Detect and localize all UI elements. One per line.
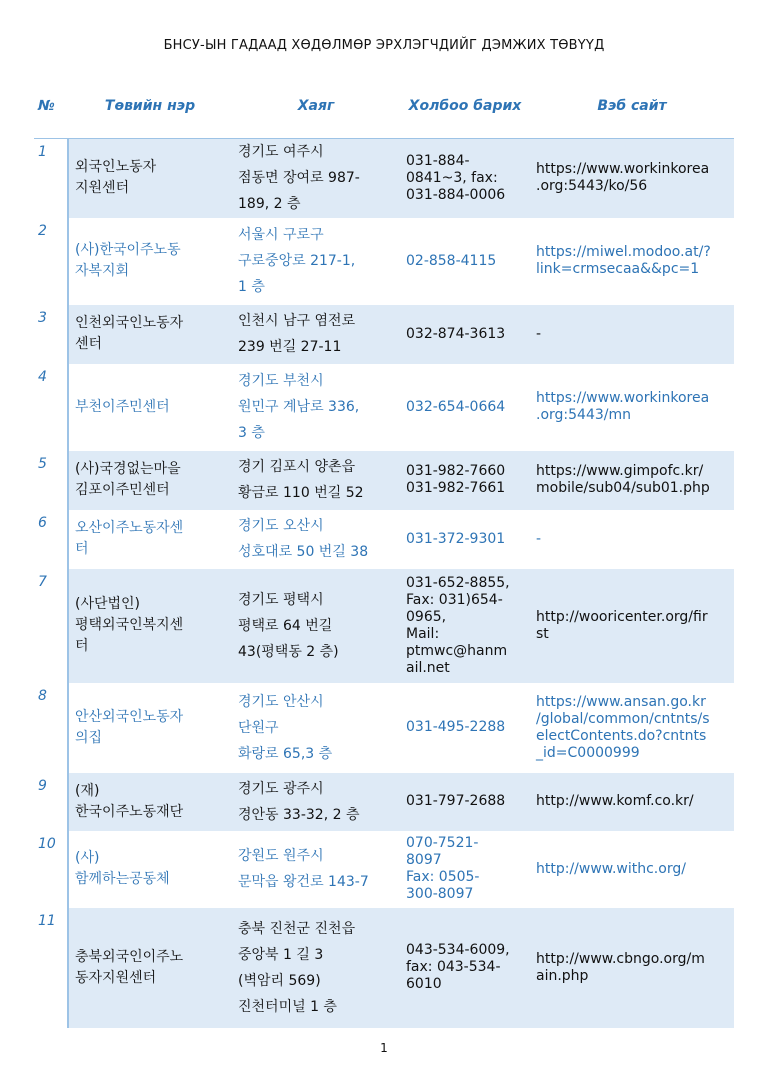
center-address-line: 경안동 33-32, 2 층 bbox=[238, 806, 360, 823]
center-website-line: https://www.workinkorea bbox=[536, 390, 710, 406]
center-contact-line: 031-372-9301 bbox=[406, 530, 506, 547]
table-row bbox=[34, 451, 734, 510]
center-address-line: 원민구 계남로 336, bbox=[238, 399, 360, 415]
center-name bbox=[68, 908, 232, 1028]
center-address-line: 서울시 구로구 bbox=[238, 227, 324, 243]
center-name-line: 동자지원센터 bbox=[75, 969, 157, 986]
center-website bbox=[530, 139, 734, 218]
table-row bbox=[34, 908, 734, 1028]
center-contact bbox=[400, 831, 530, 908]
center-website-line: http://wooricenter.org/fir bbox=[536, 608, 708, 625]
center-address-line: 강원도 원주시 bbox=[238, 848, 324, 864]
center-address-line: 경기도 부천시 bbox=[238, 373, 324, 389]
header-website: Вэб сайт bbox=[530, 96, 734, 139]
center-name-line: 한국이주노동재단 bbox=[75, 803, 184, 820]
center-contact-line: 0965, bbox=[406, 608, 447, 625]
table-row bbox=[34, 218, 734, 305]
center-contact bbox=[400, 773, 530, 831]
center-name-line: 평택외국인복지센 bbox=[75, 617, 184, 633]
center-contact-line: 070-7521- bbox=[406, 835, 479, 851]
center-name-line: 오산이주노동자센 bbox=[75, 520, 184, 536]
center-contact-line: Mail: bbox=[406, 625, 440, 642]
center-address-line: 1 층 bbox=[238, 279, 265, 295]
center-name-line: (사) bbox=[75, 850, 100, 866]
center-address-line: 경기 김포시 양촌읍 bbox=[238, 459, 356, 475]
table-row bbox=[34, 683, 734, 773]
center-contact bbox=[400, 510, 530, 569]
center-contact-line: 043-534-6009, bbox=[406, 942, 510, 958]
center-contact-line: 6010 bbox=[406, 976, 442, 992]
center-website bbox=[530, 773, 734, 831]
center-address bbox=[232, 218, 400, 305]
center-contact-line: Fax: 0505- bbox=[406, 869, 480, 885]
center-website bbox=[530, 683, 734, 773]
row-number: 4 bbox=[34, 364, 68, 451]
table-row bbox=[34, 305, 734, 364]
center-website bbox=[530, 364, 734, 451]
row-number: 8 bbox=[34, 683, 68, 773]
center-website-line: .org:5443/mn bbox=[536, 407, 631, 423]
center-name-line: 자복지회 bbox=[75, 263, 130, 279]
table-row bbox=[34, 364, 734, 451]
center-contact bbox=[400, 305, 530, 364]
center-contact-line: 031-495-2288 bbox=[406, 719, 506, 735]
center-website-line: https://miwel.modoo.at/? bbox=[536, 244, 711, 260]
row-number: 10 bbox=[34, 831, 68, 908]
table-row bbox=[34, 139, 734, 218]
center-address-line: 중앙북 1 길 3 bbox=[238, 946, 324, 963]
center-website bbox=[530, 510, 734, 569]
center-address bbox=[232, 305, 400, 364]
center-contact bbox=[400, 218, 530, 305]
center-contact-line: 8097 bbox=[406, 852, 442, 868]
center-contact-line: ail.net bbox=[406, 659, 450, 676]
center-website bbox=[530, 305, 734, 364]
row-number: 3 bbox=[34, 305, 68, 364]
center-website-line: https://www.gimpofc.kr/ bbox=[536, 463, 704, 479]
center-contact bbox=[400, 569, 530, 683]
center-address bbox=[232, 773, 400, 831]
center-website-line: http://www.cbngo.org/m bbox=[536, 950, 705, 967]
center-contact-line: 031-652-8855, bbox=[406, 574, 510, 591]
center-website-line: /global/common/cntnts/s bbox=[536, 710, 710, 727]
center-contact-line: 300-8097 bbox=[406, 886, 474, 902]
center-name-line: 터 bbox=[75, 638, 89, 654]
center-address-line: 경기도 여주시 bbox=[238, 144, 324, 161]
center-name-line: 의집 bbox=[75, 729, 103, 746]
center-name bbox=[68, 773, 232, 831]
center-name bbox=[68, 569, 232, 683]
center-name-line: (사)한국이주노동 bbox=[75, 242, 181, 258]
center-address-line: 단원구 bbox=[238, 719, 279, 736]
center-website bbox=[530, 908, 734, 1028]
center-address-line: (벽암리 569) bbox=[238, 972, 321, 989]
center-website-line: electContents.do?cntnts bbox=[536, 727, 707, 744]
table-row bbox=[34, 569, 734, 683]
center-contact-line: Fax: 031)654- bbox=[406, 591, 503, 608]
center-contact-line: ptmwc@hanm bbox=[406, 642, 508, 659]
center-website-line: link=crmsecaa&&pc=1 bbox=[536, 261, 700, 277]
center-contact bbox=[400, 908, 530, 1028]
row-number: 1 bbox=[34, 139, 68, 218]
center-name-line: 안산외국인노동자 bbox=[75, 708, 184, 725]
center-website bbox=[530, 218, 734, 305]
row-number: 5 bbox=[34, 451, 68, 510]
center-website bbox=[530, 831, 734, 908]
center-address-line: 문막읍 왕건로 143-7 bbox=[238, 874, 369, 890]
center-address-line: 239 번길 27-11 bbox=[238, 339, 342, 355]
center-contact bbox=[400, 139, 530, 218]
center-address bbox=[232, 451, 400, 510]
center-address bbox=[232, 908, 400, 1028]
center-contact bbox=[400, 451, 530, 510]
center-website-line: st bbox=[536, 625, 549, 642]
row-number: 6 bbox=[34, 510, 68, 569]
page-title: БНСУ-ЫН ГАДААД ХӨДӨЛМӨР ЭРХЛЭГЧДИЙГ ДЭМЖИХ ТӨВҮҮД bbox=[163, 38, 605, 53]
center-address-line: 189, 2 층 bbox=[238, 196, 301, 213]
center-address-line: 충북 진천군 진천읍 bbox=[238, 920, 356, 937]
table-row bbox=[34, 831, 734, 908]
center-name-line: (재) bbox=[75, 782, 100, 799]
center-address-line: 43(평택동 2 층) bbox=[238, 643, 339, 660]
center-website-line: https://www.workinkorea bbox=[536, 161, 710, 178]
center-address bbox=[232, 139, 400, 218]
center-address-line: 진천터미널 1 층 bbox=[238, 998, 337, 1015]
center-website-line: - bbox=[536, 325, 542, 342]
table-row bbox=[34, 510, 734, 569]
center-address-line: 경기도 광주시 bbox=[238, 780, 324, 797]
center-name-line: (사단법인) bbox=[75, 596, 141, 612]
center-name bbox=[68, 305, 232, 364]
center-address bbox=[232, 831, 400, 908]
center-contact-line: 031-884-0006 bbox=[406, 186, 506, 203]
center-website-line: mobile/sub04/sub01.php bbox=[536, 480, 710, 496]
page-number: 1 bbox=[380, 1041, 388, 1055]
center-address bbox=[232, 683, 400, 773]
header-address: Хаяг bbox=[232, 96, 400, 139]
center-name-line: 부천이주민센터 bbox=[75, 398, 170, 415]
center-name-line: 센터 bbox=[75, 336, 103, 352]
center-contact-line: 031-982-7660 bbox=[406, 463, 506, 479]
center-contact-line: 0841~3, fax: bbox=[406, 169, 498, 186]
center-name-line: (사)국경없는마을 bbox=[75, 461, 181, 477]
center-website-line: _id=C0000999 bbox=[536, 744, 640, 761]
center-name-line: 지원센터 bbox=[75, 180, 130, 197]
center-address-line: 인천시 남구 염전로 bbox=[238, 313, 356, 329]
table-header-row bbox=[34, 96, 734, 139]
row-number: 2 bbox=[34, 218, 68, 305]
center-name-line: 터 bbox=[75, 541, 89, 557]
center-name bbox=[68, 451, 232, 510]
center-address-line: 황금로 110 번길 52 bbox=[238, 485, 364, 501]
center-address-line: 경기도 안산시 bbox=[238, 693, 324, 710]
center-address-line: 화랑로 65,3 층 bbox=[238, 745, 333, 762]
center-contact bbox=[400, 683, 530, 773]
center-contact-line: 032-654-0664 bbox=[406, 398, 506, 415]
center-address-line: 경기도 평택시 bbox=[238, 591, 324, 608]
center-name bbox=[68, 510, 232, 569]
center-website-line: - bbox=[536, 530, 542, 547]
center-name-line: 함께하는공동체 bbox=[75, 871, 170, 887]
center-address-line: 구로중앙로 217-1, bbox=[238, 253, 356, 269]
center-name-line: 충북외국인이주노 bbox=[75, 948, 184, 965]
table-row bbox=[34, 773, 734, 831]
center-address-line: 성호대로 50 번길 38 bbox=[238, 544, 369, 560]
center-website-line: http://www.komf.co.kr/ bbox=[536, 793, 694, 809]
row-number: 7 bbox=[34, 569, 68, 683]
center-name-line: 외국인노동자 bbox=[75, 159, 157, 176]
center-website-line: http://www.withc.org/ bbox=[536, 860, 686, 877]
center-address-line: 경기도 오산시 bbox=[238, 518, 324, 534]
header-num: № bbox=[34, 96, 68, 139]
center-name-line: 인천외국인노동자 bbox=[75, 315, 184, 331]
header-contact: Холбоо барих bbox=[400, 96, 530, 139]
center-name bbox=[68, 139, 232, 218]
center-website-line: ain.php bbox=[536, 967, 589, 984]
center-contact-line: 031-982-7661 bbox=[406, 480, 506, 496]
center-website-line: https://www.ansan.go.kr bbox=[536, 693, 706, 710]
center-name bbox=[68, 831, 232, 908]
center-address bbox=[232, 510, 400, 569]
center-address bbox=[232, 364, 400, 451]
centers-table bbox=[34, 96, 734, 1028]
center-contact-line: 032-874-3613 bbox=[406, 325, 506, 342]
center-address bbox=[232, 569, 400, 683]
center-website-line: .org:5443/ko/56 bbox=[536, 178, 648, 195]
center-contact-line: 02-858-4115 bbox=[406, 252, 497, 269]
center-website bbox=[530, 451, 734, 510]
center-contact-line: 031-884- bbox=[406, 152, 470, 169]
row-number: 11 bbox=[34, 908, 68, 1028]
center-contact bbox=[400, 364, 530, 451]
center-contact-line: 031-797-2688 bbox=[406, 793, 506, 809]
center-website bbox=[530, 569, 734, 683]
center-address-line: 3 층 bbox=[238, 425, 265, 441]
center-name bbox=[68, 218, 232, 305]
header-name: Төвийн нэр bbox=[68, 96, 232, 139]
row-number: 9 bbox=[34, 773, 68, 831]
center-address-line: 점동면 장여로 987- bbox=[238, 170, 360, 187]
center-address-line: 평택로 64 번길 bbox=[238, 617, 333, 634]
center-name-line: 김포이주민센터 bbox=[75, 482, 170, 498]
center-name bbox=[68, 683, 232, 773]
center-name bbox=[68, 364, 232, 451]
center-contact-line: fax: 043-534- bbox=[406, 959, 501, 975]
